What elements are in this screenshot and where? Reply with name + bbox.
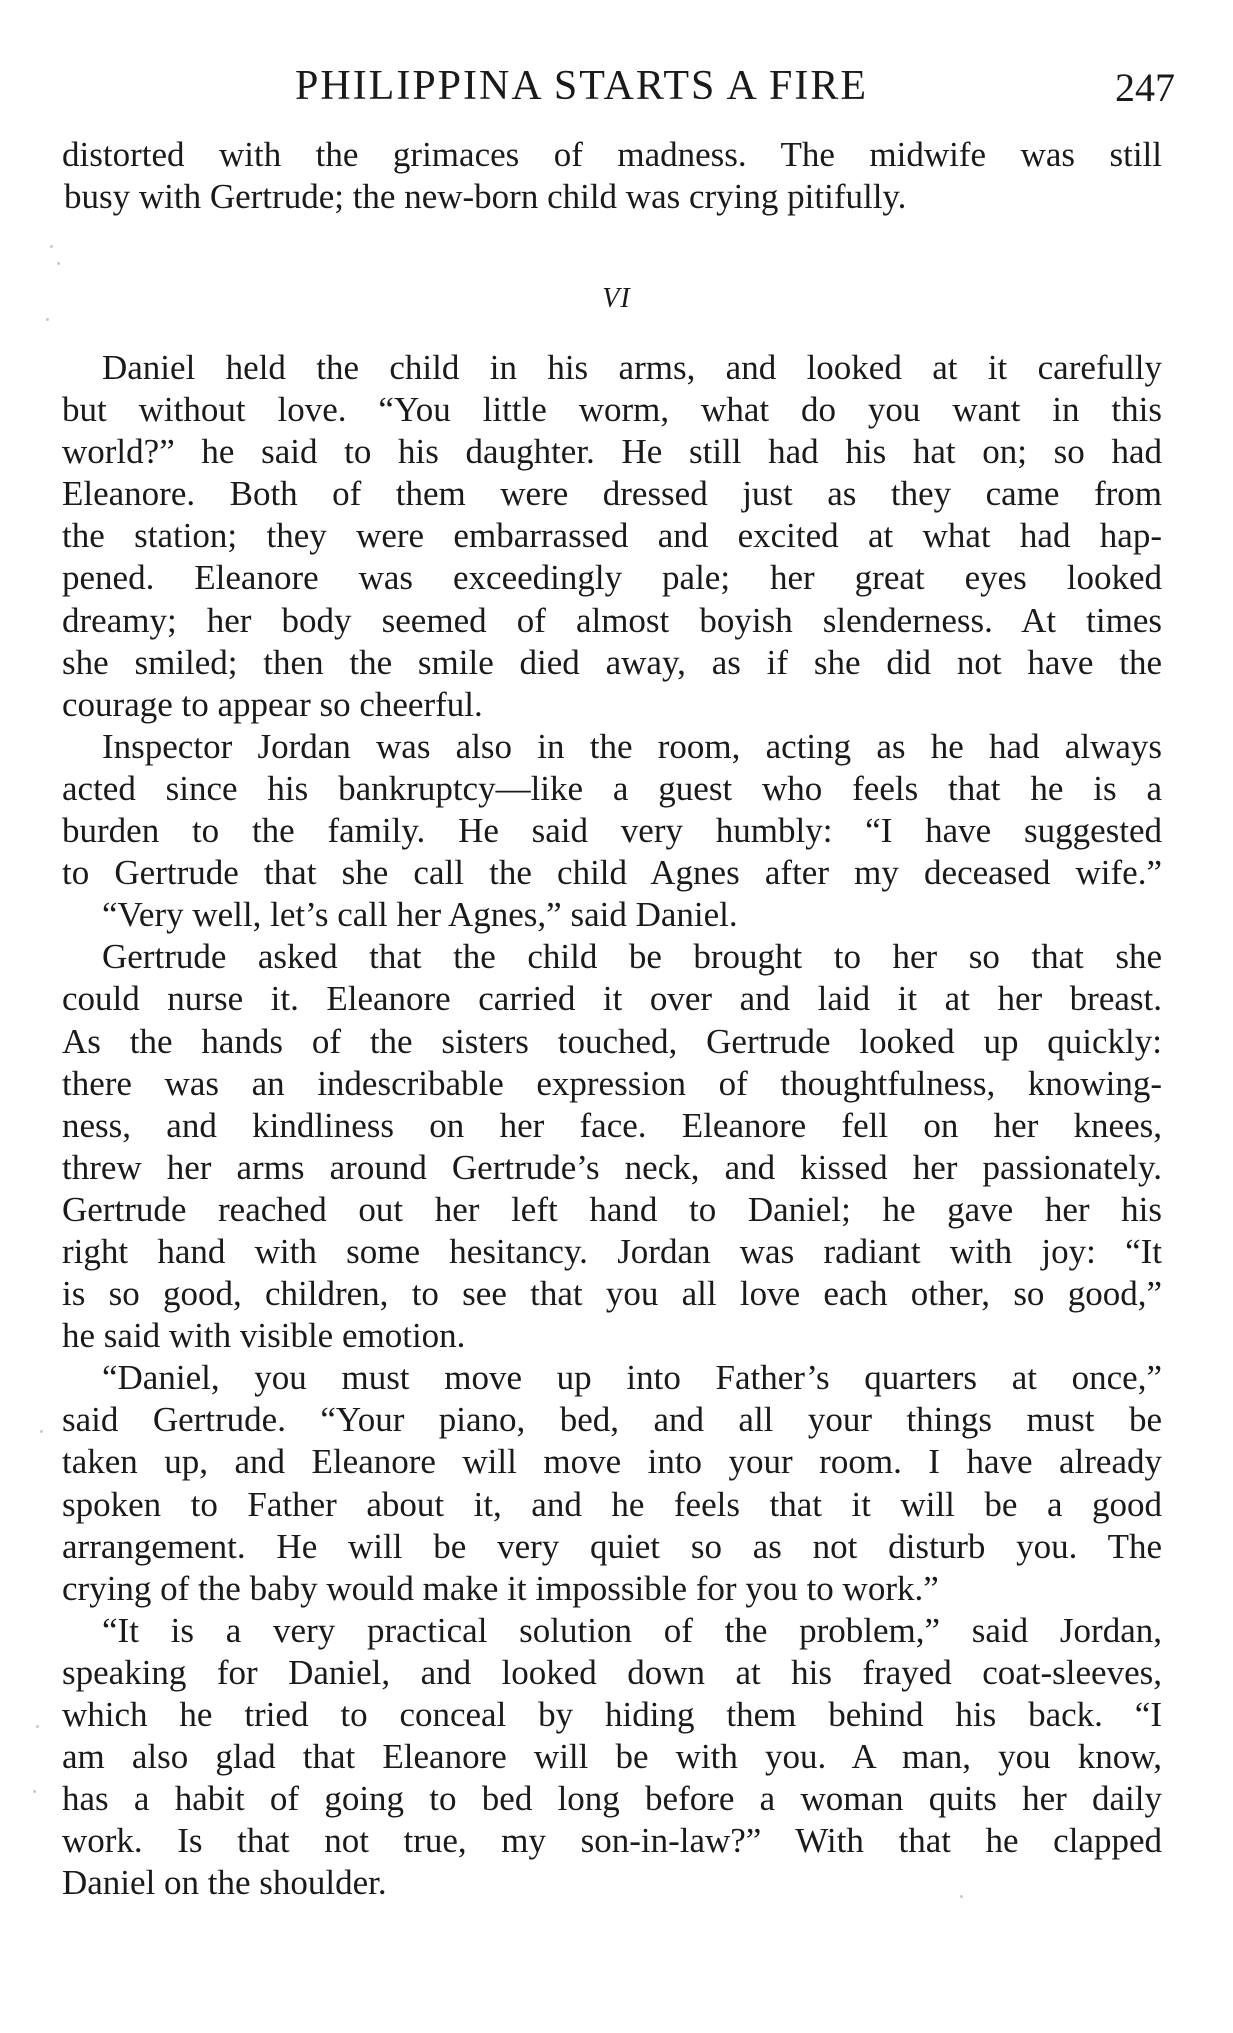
- text-line: has a habit of going to bed long before a woman quits her daily: [62, 1779, 1162, 1819]
- text-line: could nurse it. Eleanore carried it over and laid it at her breast.: [62, 979, 1162, 1019]
- text-line: Inspector Jordan was also in the room, acting as he had always: [102, 726, 1162, 766]
- text-line: world?” he said to his daughter. He still had his hat on; so had: [62, 432, 1162, 472]
- text-line: right hand with some hesitancy. Jordan was radiant with joy: “It: [62, 1231, 1162, 1271]
- body-text: [62, 347, 1162, 1904]
- scan-speck: [33, 1790, 36, 1793]
- text-line: crying of the baby would make it impossible for you to work.”: [62, 1568, 939, 1608]
- text-line: “Daniel, you must move up into Father’s quarters at once,”: [102, 1358, 1162, 1398]
- text-line: she smiled; then the smile died away, as if she did not have the: [62, 642, 1162, 682]
- text-line: Daniel on the shoulder.: [62, 1863, 387, 1903]
- text-line: but without love. “You little worm, what do you want in this: [62, 390, 1162, 430]
- text-line: is so good, children, to see that you all love each other, so good,”: [62, 1274, 1162, 1314]
- text-line: which he tried to conceal by hiding them behind his back. “I: [62, 1695, 1162, 1734]
- text-line: spoken to Father about it, and he feels that it will be a good: [62, 1484, 1162, 1524]
- scan-speck: [46, 318, 49, 321]
- text-line: “It is a very practical solution of the problem,” said Jordan,: [102, 1610, 1162, 1650]
- text-line: arrangement. He will be very quiet so as not disturb you. The: [62, 1526, 1162, 1566]
- text-line: burden to the family. He said very humbly: “I have suggested: [62, 811, 1162, 851]
- text-line: busy with Gertrude; the new-born child was crying pitifully.: [64, 177, 907, 217]
- scan-speck: [960, 1895, 963, 1898]
- text-line: said Gertrude. “Your piano, bed, and all your things must be: [62, 1400, 1162, 1440]
- text-line: am also glad that Eleanore will be with you. A man, you know,: [62, 1737, 1162, 1777]
- page-number: 247: [1115, 65, 1175, 110]
- text-line: the station; they were embarrassed and excited at what had hap-: [62, 516, 1162, 556]
- text-line: pened. Eleanore was exceedingly pale; her great eyes looked: [62, 558, 1162, 598]
- continuation-paragraph: [62, 134, 1162, 218]
- text-line: Gertrude asked that the child be brought to her so that she: [102, 937, 1162, 977]
- scan-speck: [50, 245, 53, 248]
- text-line: Gertrude reached out her left hand to Daniel; he gave her his: [62, 1189, 1162, 1229]
- text-line: acted since his bankruptcy—like a guest who feels that he is a: [62, 768, 1162, 808]
- text-line: distorted with the grimaces of madness. The midwife was still: [62, 135, 1162, 174]
- text-line: Daniel held the child in his arms, and looked at it carefully: [102, 348, 1162, 387]
- text-line: threw her arms around Gertrude’s neck, and kissed her passionately.: [62, 1147, 1162, 1187]
- scan-speck: [36, 1725, 39, 1728]
- text-line: courage to appear so cheerful.: [62, 684, 483, 724]
- section-numeral: VI: [602, 283, 631, 314]
- text-line: work. Is that not true, my son-in-law?” With that he clapped: [62, 1821, 1162, 1861]
- text-line: Eleanore. Both of them were dressed just as they came from: [62, 474, 1162, 514]
- text-line: to Gertrude that she call the child Agnes after my deceased wife.”: [62, 853, 1162, 893]
- text-line: “Very well, let’s call her Agnes,” said Daniel.: [102, 895, 738, 935]
- text-line: speaking for Daniel, and looked down at his frayed coat-sleeves,: [62, 1652, 1162, 1692]
- scan-speck: [57, 262, 60, 265]
- text-line: he said with visible emotion.: [62, 1316, 466, 1356]
- scan-speck: [40, 1430, 43, 1433]
- text-line: dreamy; her body seemed of almost boyish slenderness. At times: [62, 600, 1162, 640]
- text-line: there was an indescribable expression of thoughtfulness, knowing-: [62, 1063, 1162, 1103]
- text-line: As the hands of the sisters touched, Gertrude looked up quickly:: [62, 1021, 1162, 1061]
- text-line: taken up, and Eleanore will move into your room. I have already: [62, 1442, 1162, 1482]
- running-title: PHILIPPINA STARTS A FIRE: [295, 63, 869, 109]
- text-line: ness, and kindliness on her face. Eleanore fell on her knees,: [62, 1105, 1162, 1145]
